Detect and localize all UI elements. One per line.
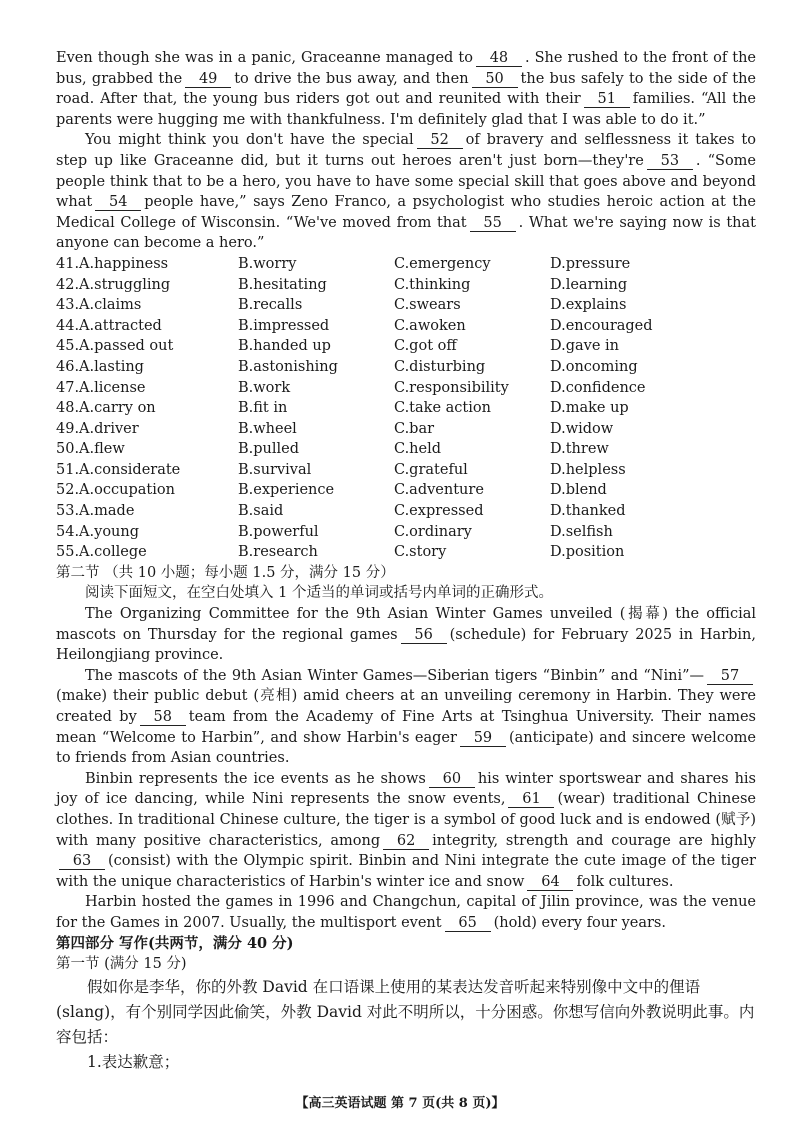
option-row-49: 49.A.driver B.wheel C.bar D.widow xyxy=(56,420,614,437)
passage-paragraph-4: The mascots of the 9th Asian Winter Games—Siberian tigers “Binbin” and “Nini”— 57(make) their public debut (亮相) amid cheers at an unveiling ceremony in Harbin. They were created by 58 team from the Academy of Fine Arts at Tsinghua University. Their names mean “Welcome to Harbin”, and show Harbin's eager 59 (anticipate) and sincere welcome to friends from Asian countries. xyxy=(56,667,757,767)
option-row-52: 52.A.occupation B.experience C.adventure D.blend xyxy=(56,482,607,499)
blank-48: 48 xyxy=(476,51,522,67)
section-2-instruction: 阅读下面短文，在空白处填入 1 个适当的单词或括号内单词的正确形式。 xyxy=(85,585,553,602)
passage-paragraph-1: Even though she was in a panic, Graceanne managed to 48 . She rushed to the front of the bus, grabbed the 49 to drive the bus away, and then 50 the bus safely to the side of the road. After that, the young bus riders got out and reunited with their 51 families. “All the parents were hugging me with thankfulness. I'm definitely glad that I was able to do it.” xyxy=(56,50,757,128)
part-4-section-1-title: 第一节 (满分 15 分) xyxy=(56,956,187,973)
blank-62: 62 xyxy=(383,834,429,850)
blank-60: 60 xyxy=(429,772,475,788)
blank-53: 53 xyxy=(647,154,693,170)
blank-49: 49 xyxy=(185,72,231,88)
option-row-54: 54.A.young B.powerful C.ordinary D.selfish xyxy=(56,523,613,540)
blank-54: 54 xyxy=(95,195,141,211)
option-row-45: 45.A.passed out B.handed up C.got off D.gave in xyxy=(56,338,620,355)
passage-paragraph-2: You might think you don't have the special 52 of bravery and selflessness it takes to step up like Graceanne did, but it turns out heroes aren't just born—they're 53 . “Some people think that to be a hero, you have to have some special skill that goes above and beyond what 54 people have,” says Zeno Franco, a psychologist who studies heroic action at the Medical College of Wisconsin. “We've moved from that 55 . What we're saying now is that anyone can become a hero.” xyxy=(56,132,757,252)
blank-61: 61 xyxy=(508,792,554,808)
blank-52: 52 xyxy=(417,133,463,149)
passage-paragraph-5: Binbin represents the ice events as he shows 60 his winter sportswear and shares his joy of ice dancing, while Nini represents the snow events, 61 (wear) traditional Chinese clothes. In traditional Chinese culture, the tiger is a symbol of good luck and is endowed (赋予) with many positive characteristics, among 62 integrity, strength and courage are highly63 (consist) with the Olympic spirit. Binbin and Nini integrate the cute image of the tiger with the unique characteristics of Harbin's winter ice and snow 64 folk cultures. xyxy=(56,770,756,890)
passage-paragraph-3: The Organizing Committee for the 9th Asian Winter Games unveiled (揭幕) the official mascots on Thursday for the regional games 56 (schedule) for February 2025 in Harbin, Heilongjiang province. xyxy=(56,606,757,664)
blank-65: 65 xyxy=(445,916,491,932)
option-row-46: 46.A.lasting B.astonishing C.disturbing D.oncoming xyxy=(56,358,638,375)
option-row-42: 42.A.struggling B.hesitating C.thinking D.learning xyxy=(56,276,628,293)
blank-55: 55 xyxy=(470,216,516,232)
blank-59: 59 xyxy=(460,731,506,747)
option-row-55: 55.A.college B.research C.story D.position xyxy=(56,544,625,561)
option-row-44: 44.A.attracted B.impressed C.awoken D.encouraged xyxy=(56,317,653,334)
option-row-50: 50.A.flew B.pulled C.held D.threw xyxy=(56,441,609,458)
writing-item-1: 1.表达歉意； xyxy=(87,1052,180,1071)
blank-50: 50 xyxy=(472,72,518,88)
answer-options xyxy=(56,254,756,563)
passage-paragraph-6: Harbin hosted the games in 1996 and Changchun, capital of Jilin province, was the venue for the Games in 2007. Usually, the multisport event 65 (hold) every four years. xyxy=(56,894,756,931)
page-footer: 【高三英语试题 第 7 页(共 8 页)】 xyxy=(295,1096,505,1111)
option-row-43: 43.A.claims B.recalls C.swears D.explains xyxy=(56,297,627,314)
blank-51: 51 xyxy=(584,92,630,108)
exam-page xyxy=(56,48,756,1075)
writing-prompt: 假如你是李华，你的外教 David 在口语课上使用的某表达发音听起来特别像中文中的俚语(slang)，有个别同学因此偷笑，外教 David 对此不明所以，十分困惑。你想写信向外教说明此事。内容包括： xyxy=(56,977,755,1046)
blank-63: 63 xyxy=(59,854,105,870)
section-2-title: 第二节 （共 10 小题；每小题 1.5 分，满分 15 分） xyxy=(56,564,395,581)
blank-56: 56 xyxy=(401,628,447,644)
option-row-53: 53.A.made B.said C.expressed D.thanked xyxy=(56,503,626,520)
option-row-48: 48.A.carry on B.fit in C.take action D.make up xyxy=(56,400,629,417)
blank-57: 57 xyxy=(707,669,753,685)
part-4-title: 第四部分 写作(共两节，满分 40 分) xyxy=(56,934,294,952)
option-row-47: 47.A.license B.work C.responsibility D.confidence xyxy=(56,379,646,396)
option-row-41: 41.A.happiness B.worry C.emergency D.pressure xyxy=(56,255,631,272)
blank-58: 58 xyxy=(140,710,186,726)
option-row-51: 51.A.considerate B.survival C.grateful D.helpless xyxy=(56,461,626,478)
blank-64: 64 xyxy=(527,875,573,891)
